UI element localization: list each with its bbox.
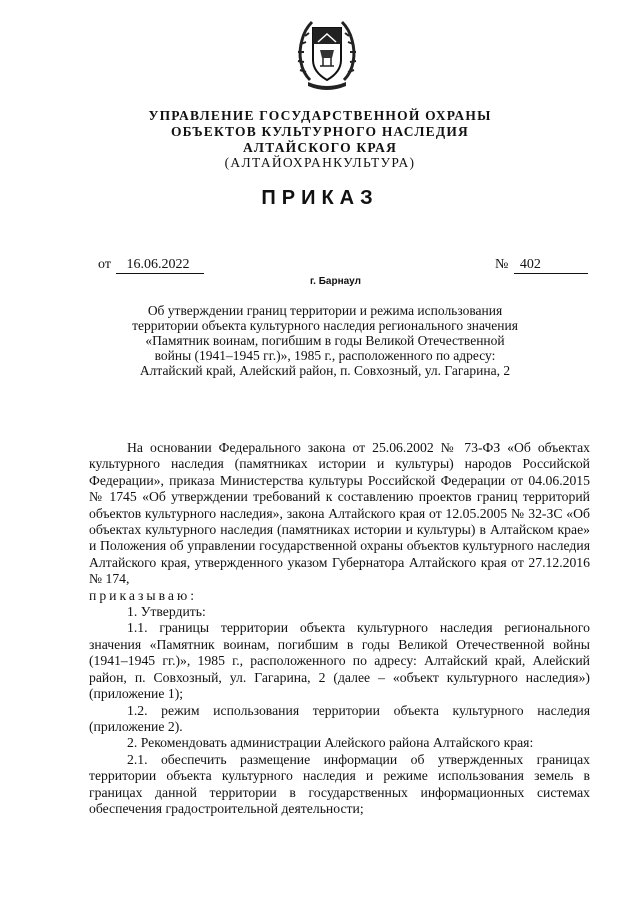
city-name: г. Барнаул <box>310 276 361 287</box>
order-subject: Об утверждении границ территории и режима использования территории объекта культурного наследия регионального значения «Памятник воинам, погибшим в годы Великой Отечественной войны (1941–1945 гг.)», 1985 г., расположенного по адресу: Алтайский край, Алейский район, п. Совхозный, ул. Гагарина, 2 <box>132 303 518 378</box>
number-prefix: № <box>495 257 509 272</box>
document-type-title: ПРИКАЗ <box>261 187 379 209</box>
order-body <box>89 440 590 817</box>
order-word: приказываю: <box>89 587 198 603</box>
list-item: 2. Рекомендовать администрации Алейского района Алтайского края: <box>127 735 534 751</box>
order-number <box>495 257 588 274</box>
number-value: 402 <box>514 257 588 274</box>
list-item: 1.2. режим использования территории объекта культурного наследия (приложение 2). <box>89 702 590 734</box>
agency-name-line-1: УПРАВЛЕНИЕ ГОСУДАРСТВЕННОЙ ОХРАНЫ <box>148 108 492 123</box>
date-prefix: от <box>98 257 111 272</box>
date-value: 16.06.2022 <box>116 257 204 274</box>
order-date <box>98 257 204 274</box>
list-item: 1.1. границы территории объекта культурного наследия регионального значения «Памятник воинам, погибшим в годы Великой Отечественной войны (1941–1945 гг.)», 1985 г., расположенного по адресу: Алтайский край, Алейский район, п. Совхозный, ул. Гагарина, 2 (далее – «объект культурного наследия») (приложение 1); <box>89 620 590 702</box>
list-item: 2.1. обеспечить размещение информации об утвержденных границах территории объекта культурного наследия и режиме использования земель в границах данной территории в государственных информационных системах обеспечения градостроительной деятельности; <box>89 751 590 816</box>
list-item: 1. Утвердить: <box>127 604 206 620</box>
agency-short-name: (АЛТАЙОХРАНКУЛЬТУРА) <box>224 155 416 170</box>
agency-name-line-2: ОБЪЕКТОВ КУЛЬТУРНОГО НАСЛЕДИЯ <box>170 124 470 139</box>
agency-name-line-3: АЛТАЙСКОГО КРАЯ <box>242 140 398 155</box>
preamble-paragraph: На основании Федерального закона от 25.06.2002 № 73-ФЗ «Об объектах культурного наследия (памятниках истории и культуры) народов Российской Федерации», приказа Министерства культуры Российской Федерации от 04.06.2015 № 1745 «Об утверждении требований к составлению проектов границ территорий объектов культурного наследия», закона Алтайского края от 12.05.2005 № 32-ЗС «Об объектах культурного наследия (памятниках истории и культуры) в Алтайском крае» и Положения об управлении государственной охраны объектов культурного наследия Алтайского края, утвержденного указом Губернатора Алтайского края от 27.12.2016 № 174, <box>89 440 590 587</box>
altai-krai-coat-of-arms-icon <box>296 14 358 94</box>
